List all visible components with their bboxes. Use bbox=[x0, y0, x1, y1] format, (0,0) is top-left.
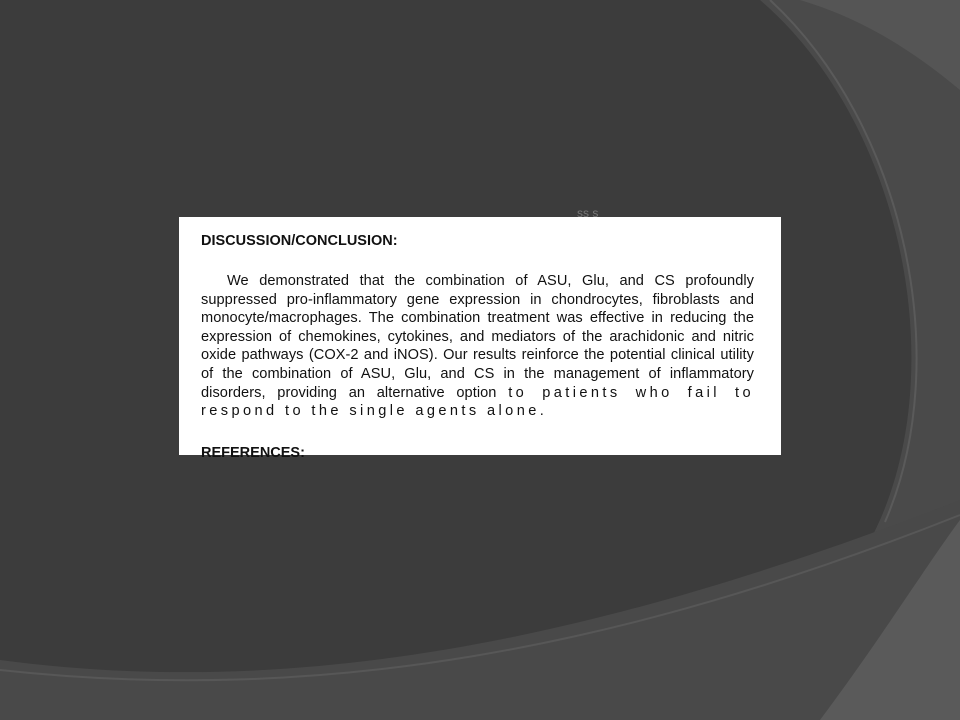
clipped-text-fragment: ss s bbox=[577, 206, 599, 220]
document-excerpt bbox=[179, 206, 781, 461]
discussion-paragraph bbox=[201, 272, 754, 421]
paragraph-last-line: to patients who fail to respond to the single agents alone. bbox=[201, 384, 754, 420]
discussion-heading: DISCUSSION/CONCLUSION: bbox=[201, 233, 398, 249]
paragraph-body: We demonstrated that the combination of ASU, Glu, and CS profoundly suppressed pro-inflammatory gene expression in chondrocytes, fibroblasts and monocyte/macrophages. The combination treatment was effective in reducing the expression of chemokines, cytokines, and mediators of the arachidonic and nitric oxide pathways (COX-2 and iNOS). Our results reinforce the potential clinical utility of the combination of ASU, Glu, and CS in the management of inflammatory disorders, providing an alternative option bbox=[201, 273, 754, 401]
references-heading: REFERENCES: bbox=[201, 445, 305, 461]
